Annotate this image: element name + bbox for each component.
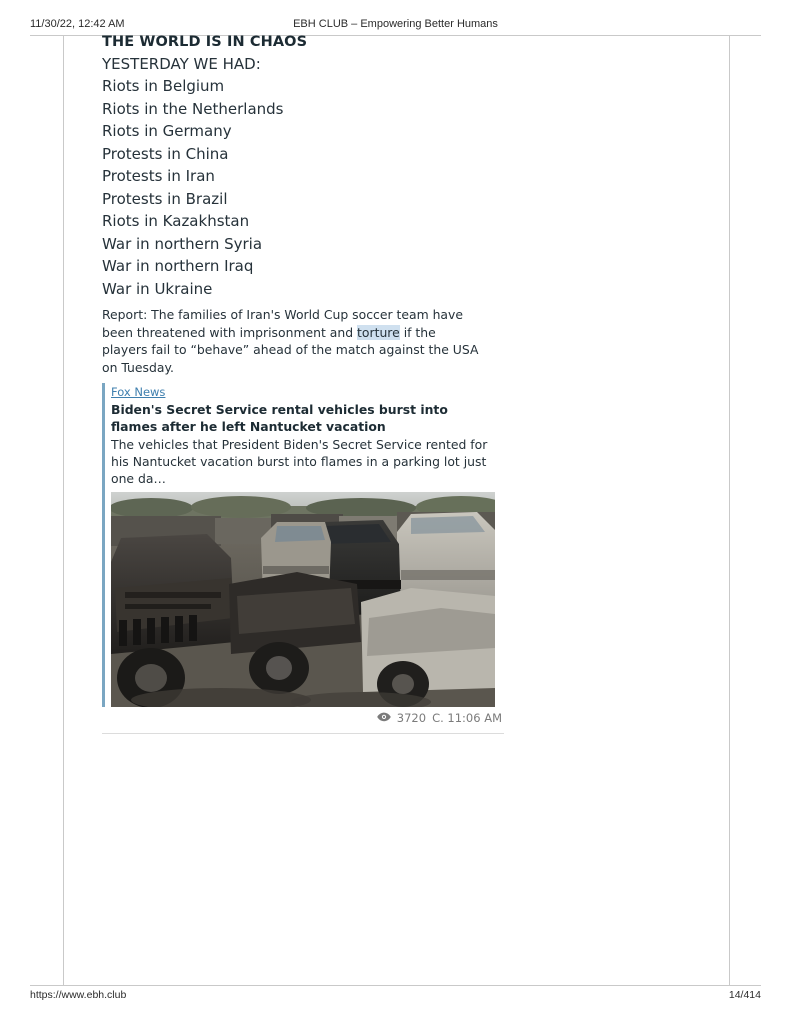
event-item: Riots in Kazakhstan	[102, 212, 250, 230]
post-timestamp: C. 11:06 AM	[432, 711, 502, 725]
report-highlight: torture	[357, 324, 400, 340]
event-item: Protests in Iran	[102, 167, 215, 185]
preview-headline: Biden's Secret Service rental vehicles burst into flames after he left Nantucket vacation	[111, 402, 448, 434]
meta-divider	[102, 733, 504, 734]
page-rule-right	[729, 35, 730, 986]
print-footer	[0, 989, 791, 1003]
event-item: War in northern Syria	[102, 234, 263, 253]
print-site-title: EBH CLUB – Empowering Better Humans	[293, 18, 498, 30]
event-item: Riots in Germany	[102, 122, 232, 140]
page-rule-left	[63, 35, 64, 986]
report-text-after: if the players fail to “behave” ahead of the match against the USA on Tuesday.	[102, 324, 479, 375]
event-item: Riots in Belgium	[102, 77, 225, 95]
print-date: 11/30/22, 12:42 AM	[30, 18, 125, 30]
post-content	[100, 30, 520, 731]
preview-accent-bar	[102, 383, 105, 707]
event-item: Riots in the Netherlands	[102, 99, 284, 118]
preview-source-link[interactable]: Fox News	[111, 385, 166, 399]
event-item: Protests in Brazil	[102, 189, 228, 208]
event-item: War in northern Iraq	[102, 257, 254, 275]
page-rule-bottom	[30, 985, 761, 986]
link-preview-card[interactable]	[102, 383, 506, 707]
preview-description: The vehicles that President Biden's Secret Service rented for his Nantucket vacation burst into flames in a parking lot just one da…	[111, 437, 488, 486]
post-subtitle: YESTERDAY WE HAD:	[102, 55, 261, 73]
preview-image[interactable]	[111, 492, 495, 707]
post-meta	[102, 711, 502, 731]
event-item: Protests in China	[102, 144, 229, 163]
event-item: War in Ukraine	[102, 279, 213, 298]
footer-url: https://www.ebh.club	[30, 989, 127, 1001]
view-count: 3720	[396, 711, 427, 725]
post-title: THE WORLD IS IN CHAOS	[102, 34, 308, 50]
eye-icon	[377, 711, 391, 725]
report-paragraph	[102, 306, 482, 376]
report-text-before: Report: The families of Iran's World Cup soccer team have been threatened with imprisonment and	[102, 307, 463, 340]
footer-page-number: 14/414	[728, 989, 761, 1001]
